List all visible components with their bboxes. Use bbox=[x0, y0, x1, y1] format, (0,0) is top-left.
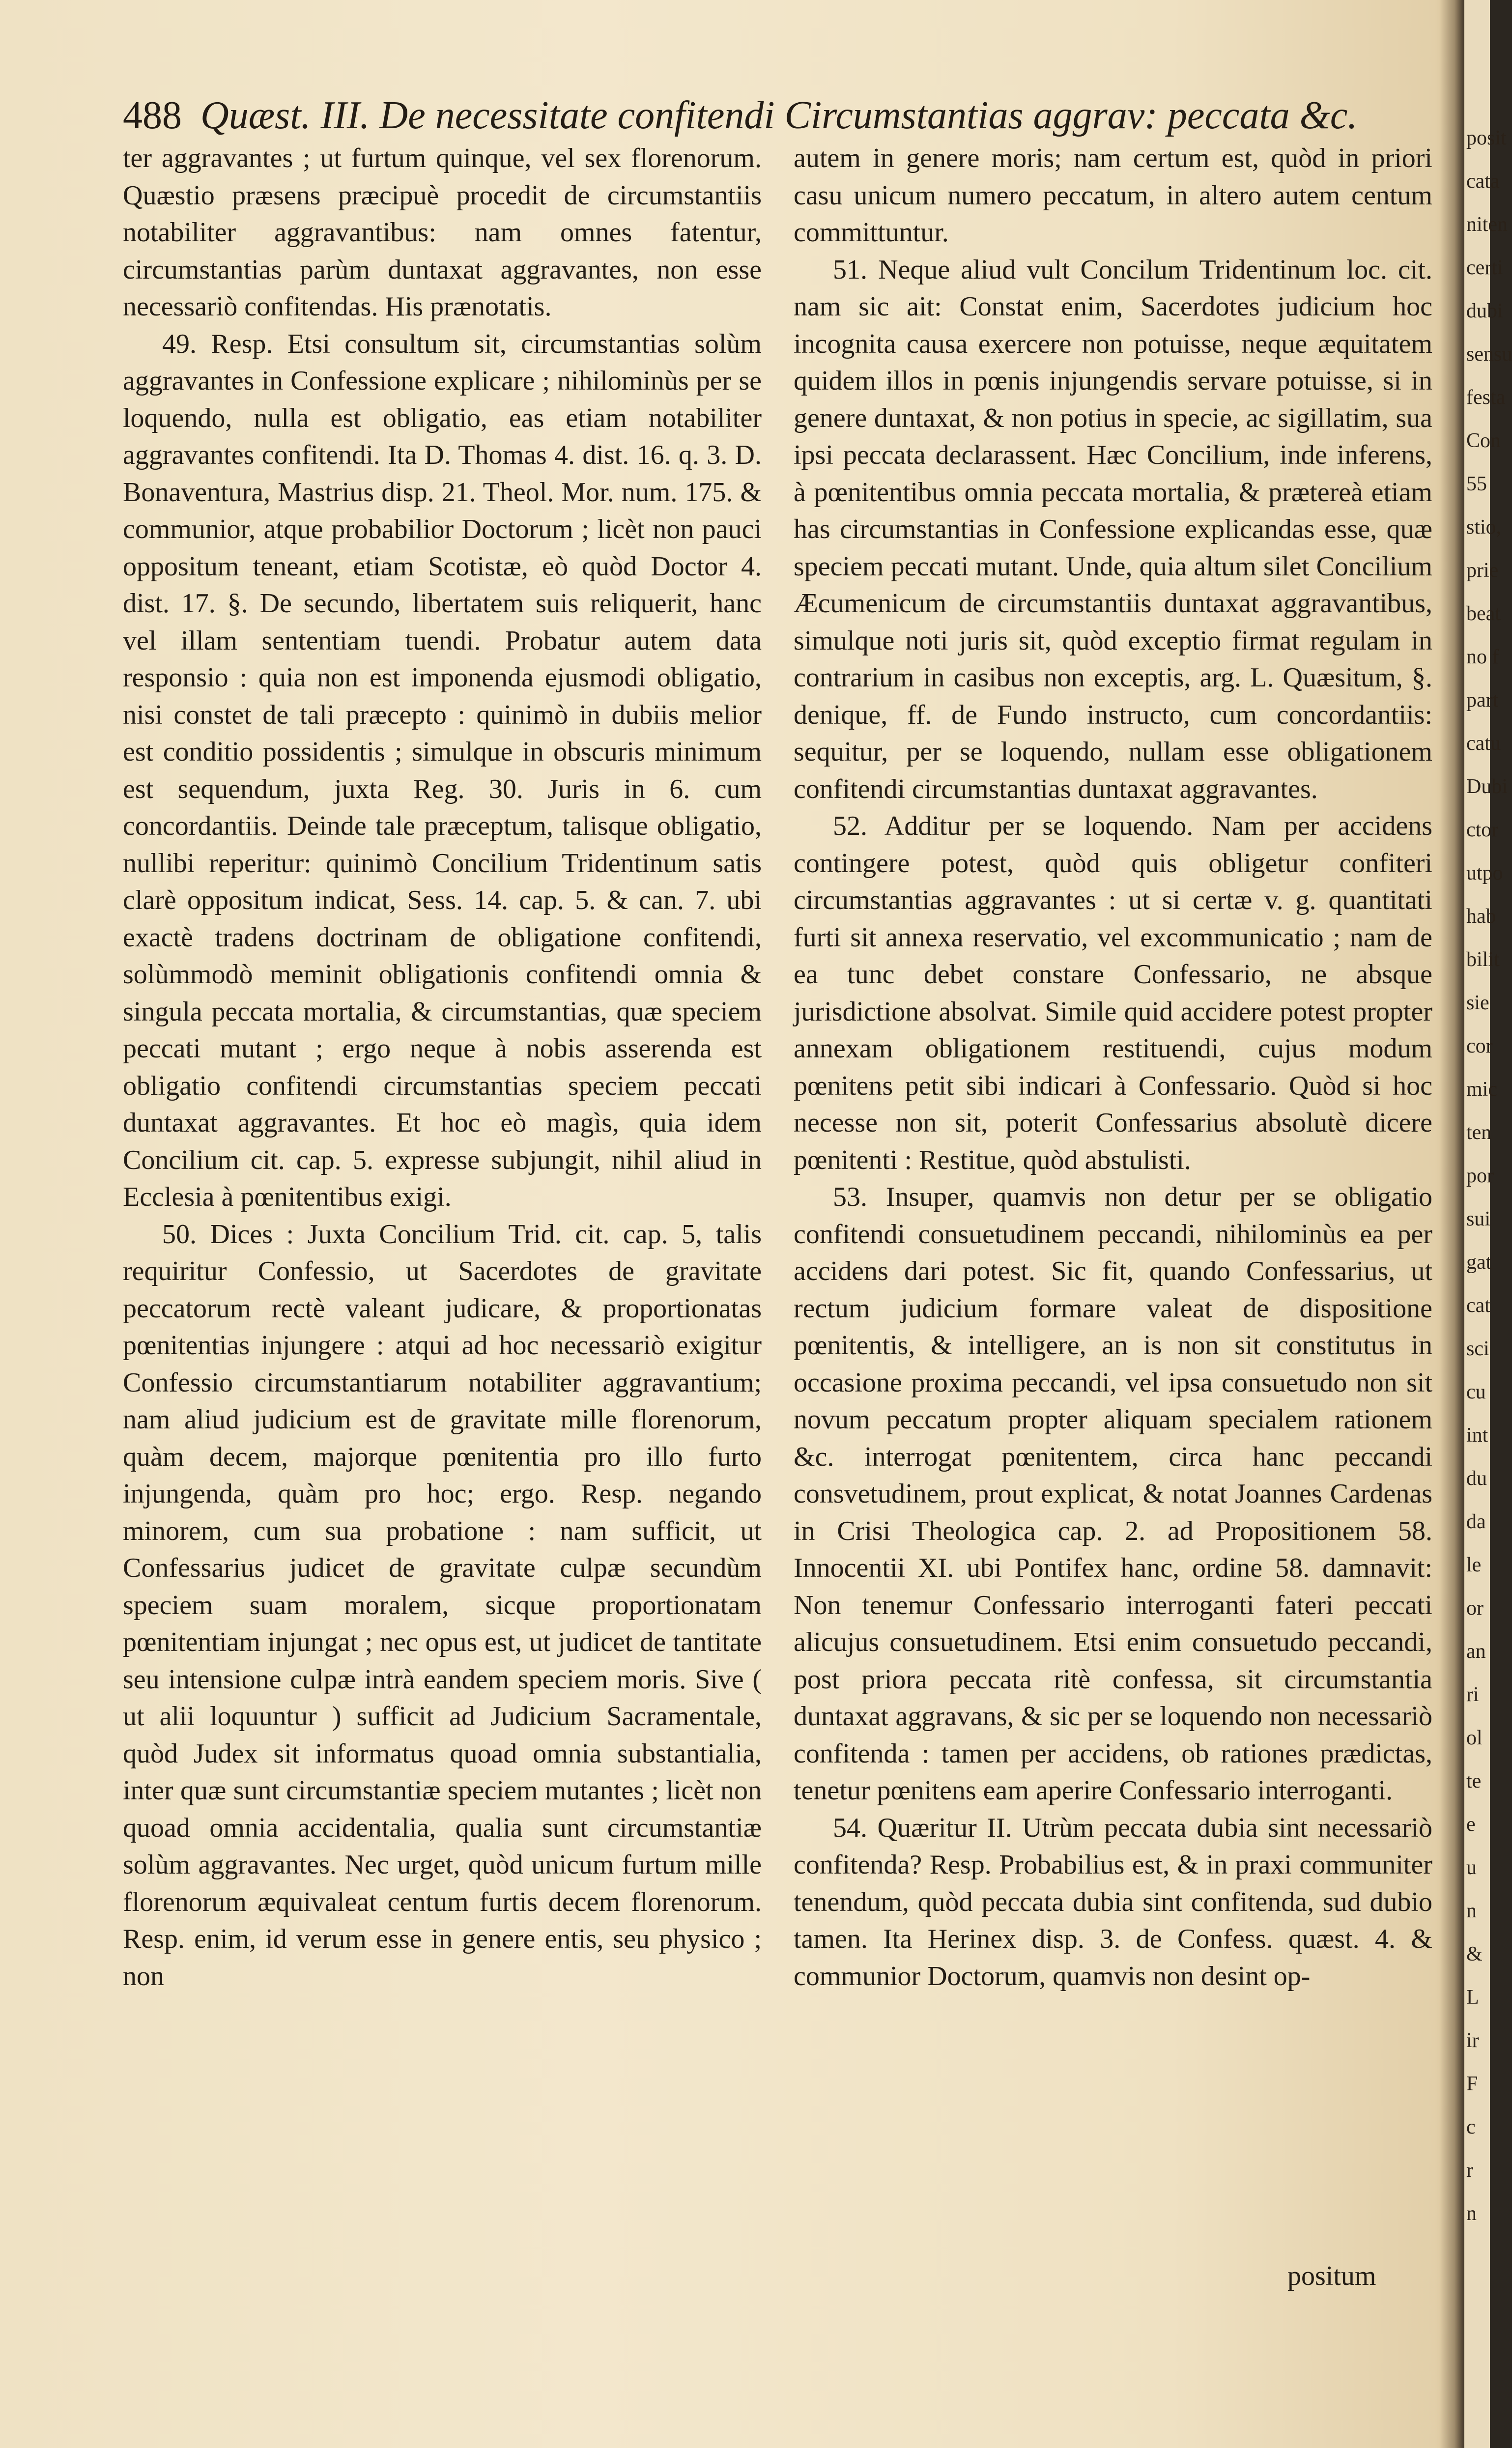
adjacent-page-fragment: c bbox=[1466, 2116, 1476, 2138]
adjacent-page-fragment: da bbox=[1466, 1510, 1486, 1533]
adjacent-page-fragment: u bbox=[1466, 1856, 1477, 1879]
adjacent-page-fragment: ten bbox=[1466, 1121, 1492, 1144]
adjacent-page-fragment: catu bbox=[1466, 732, 1501, 755]
adjacent-page-fragment: F bbox=[1466, 2073, 1478, 2095]
adjacent-page-fragment: sci bbox=[1466, 1338, 1489, 1360]
adjacent-page-fragment: hab bbox=[1466, 905, 1496, 928]
paragraph-52: 52. Additur per se loquendo. Nam per accidens contingere potest, quòd quis obligetur confiteri circumstantias aggravantes : ut si certæ v. g. quantitati furti sit annexa reservatio, vel excommunicatio ; nam de ea tunc debet constare Confessario, ne absque jurisdictione absolvat. Simile quid accidere potest propter annexam obligationem restituendi, cujus modum pœnitens petit sibi indicari à Confessario. Quòd si hoc necesse non sit, poterit Confessarius absolutè dicere pœnitenti : Restitue, quòd abstulisti. bbox=[794, 811, 1432, 1175]
adjacent-page-fragment: ri bbox=[1466, 1683, 1479, 1706]
adjacent-page-fragment: Con bbox=[1466, 429, 1501, 452]
paragraph-53: 53. Insuper, quamvis non detur per se obligatio confitendi consuetudinem peccandi, nihilominùs ea per accidens dari potest. Sic fit, quando Confessarius, ut rectum judicium formare valeat de dispositione pœnitentis, & intelligere, an is non sit constitutus in occasione proxima peccandi, vel ipsa consuetudo non sit novum peccatum propter aliquam specialem rationem &c. interrogat pœnitentem, circa hanc peccandi consvetudinem, prout explicat, & notat Joannes Cardenas in Crisi Theologica cap. 2. ad Propositionem 58. Innocentii XI. ubi Pontifex hanc, ordine 58. damnavit: Non tenemur Confessario interroganti fateri peccati alicujus consuetudinem. Etsi enim consuetudo peccandi, post priora peccata ritè confessa, sit circumstantia duntaxat aggravans, & sic per se loquendo non necessariò confitenda : tamen per accidens, ob rationes prædictas, tenetur pœnitens eam aperire Confessario interroganti. bbox=[794, 1182, 1432, 1806]
paragraph-51: 51. Neque aliud vult Concilum Tridentinum loc. cit. nam sic ait: Constat enim, Sacerdotes judicium hoc incognita causa exercere non potuisse, neque æquitatem quidem illos in pœnis injungendis servare potuisse, si in genere duntaxat, & non potius in specie, ac sigillatim, sua ipsi peccata declarassent. Hæc Concilium, inde inferens, à pœnitentibus omnia peccata mortalia, & prætereà etiam has circumstantias in Confessione explicandas esse, quæ speciem peccati mutant. Unde, quia altum silet Concilium Æcumenicum de circumstantiis duntaxat aggravantibus, simulque noti juris sit, quòd exceptio firmat regulam in contrarium in casibus non exceptis, arg. L. Quæsitum, §. denique, ff. de Fundo instructo, cum concordantiis: sequitur, per se loquendo, nullam esse obligationem confitendi circumstantias duntaxat aggravantes. bbox=[794, 254, 1432, 804]
adjacent-page-fragment: por bbox=[1466, 1165, 1494, 1187]
page-header bbox=[123, 86, 1420, 145]
adjacent-page-fragment: cu bbox=[1466, 1381, 1486, 1403]
adjacent-page-fragment: & bbox=[1466, 1943, 1483, 1965]
adjacent-page-fragment: le bbox=[1466, 1554, 1482, 1576]
adjacent-page-fragment: n bbox=[1466, 1900, 1477, 1922]
adjacent-page-fragment: du bbox=[1466, 1467, 1487, 1490]
paragraph: autem in genere moris; nam certum est, quòd in priori casu unicum numero peccatum, in altero autem centum committuntur. bbox=[794, 143, 1432, 248]
adjacent-page-fragment: or bbox=[1466, 1597, 1483, 1620]
adjacent-page-fragment: niten bbox=[1466, 213, 1508, 236]
right-column bbox=[794, 140, 1432, 1995]
adjacent-page-fragment: certi bbox=[1466, 256, 1503, 279]
adjacent-page-fragment: dubi bbox=[1466, 300, 1503, 322]
adjacent-page-fragment: 55 bbox=[1466, 473, 1487, 495]
left-column bbox=[123, 140, 762, 1995]
adjacent-page-fragment: int bbox=[1466, 1424, 1488, 1447]
adjacent-page-fragment: utpo bbox=[1466, 862, 1503, 884]
adjacent-page-fragment: L bbox=[1466, 1986, 1479, 2009]
adjacent-page-fragment: ctor bbox=[1466, 819, 1499, 841]
adjacent-page-fragment: n bbox=[1466, 2202, 1477, 2225]
adjacent-page-fragment: r bbox=[1466, 2159, 1473, 2182]
adjacent-page-fragment: prie bbox=[1466, 559, 1499, 582]
binding-gutter bbox=[1440, 0, 1464, 2448]
adjacent-page-fragment: an bbox=[1466, 1640, 1486, 1663]
adjacent-page-fragment: cata bbox=[1466, 170, 1500, 193]
adjacent-page-fragment: te bbox=[1466, 1770, 1482, 1793]
adjacent-page-fragment: ir bbox=[1466, 2029, 1479, 2052]
adjacent-page-fragment: posit bbox=[1466, 127, 1507, 149]
running-title: Quæst. III. De necessitate confitendi Circumstantias aggrav: peccata &c. bbox=[200, 94, 1358, 137]
adjacent-page-fragment: ol bbox=[1466, 1727, 1483, 1749]
paragraph-54: 54. Quæritur II. Utrùm peccata dubia sint necessariò confitenda? Resp. Probabilius est, & in praxi communiter tenendum, quòd peccata dubia sint confitenda, sud dubio tamen. Ita Herinex disp. 3. de Confess. quæst. 4. & communior Doctorum, quamvis non desint op- bbox=[794, 1812, 1432, 1992]
adjacent-page-fragment: mic bbox=[1466, 1078, 1497, 1101]
adjacent-page-fragment: cor bbox=[1466, 1035, 1493, 1057]
adjacent-page-fragment: sui bbox=[1466, 1208, 1491, 1230]
adjacent-page-fragment: e bbox=[1466, 1813, 1476, 1836]
adjacent-page-fragment: stio, bbox=[1466, 516, 1502, 539]
adjacent-page-fragment: gat bbox=[1466, 1251, 1492, 1274]
adjacent-page-fragment: no f bbox=[1466, 646, 1499, 668]
adjacent-page-fragment: beat bbox=[1466, 602, 1501, 625]
adjacent-page-fragment: sensu bbox=[1466, 343, 1512, 366]
adjacent-page-edge bbox=[1464, 0, 1512, 2448]
adjacent-page-fragment: Dubi bbox=[1466, 775, 1508, 798]
adjacent-page-fragment: cat bbox=[1466, 1294, 1490, 1317]
adjacent-page-fragment: bilit bbox=[1466, 948, 1500, 971]
adjacent-page-fragment: festa bbox=[1466, 386, 1506, 409]
paragraph-49: 49. Resp. Etsi consultum sit, circumstantias solùm aggravantes in Confessione explicare ; nihilominùs per se loquendo, nulla est obligatio, eas etiam notabiliter aggravantes confitendi. Ita D. Thomas 4. dist. 16. q. 3. D. Bonaventura, Mastrius disp. 21. Theol. Mor. num. 175. & communior, atque probabilior Doctorum ; licèt non pauci oppositum teneant, etiam Scotistæ, eò quòd Doctor 4. dist. 17. §. De secundo, libertatem suis reliquerit, hanc vel illam sententiam tuendi. Probatur autem data responsio : quia non est imponenda ejusmodi obligatio, nisi constet de tali præcepto : quinimò in dubiis melior est conditio possidentis ; simulque in obscuris minimum est sequendum, juxta Reg. 30. Juris in 6. cum concordantiis. Deinde tale præceptum, talisque obligatio, nullibi reperitur: quinimò Concilium Tridentinum satis clarè oppositum indicat, Sess. 14. cap. 5. & can. 7. ubi exactè tradens doctrinam de obligatione confitendi, solùmmodò meminit obligationis confitendi omnia & singula peccata mortalia, & circumstantias, quæ speciem peccati mutant ; ergo neque à nobis asserenda est obligatio confitendi circumstantias speciem peccati duntaxat aggravantes. Et hoc eò magìs, quia idem Concilium cit. cap. 5. expresse subjungit, nihil aliud in Ecclesia à pœnitentibus exigi. bbox=[123, 328, 762, 1212]
catchword: positum bbox=[1287, 2261, 1376, 2291]
page-number: 488 bbox=[123, 94, 182, 137]
paragraph-50: 50. Dices : Juxta Concilium Trid. cit. cap. 5, talis requiritur Confessio, ut Sacerdotes de gravitate peccatorum rectè valeant judicare, & proportionatas pœnitentias injungere : atqui ad hoc necessariò exigitur Confessio circumstantiarum notabiliter aggravantium; nam aliud judicium est de gravitate mille florenorum, quàm decem, majorque pœnitentia pro illo furto injungenda, quàm pro hoc; ergo. Resp. negando minorem, cum sua probatione : nam sufficit, ut Confessarius judicet de gravitate culpæ secundùm speciem suam moralem, sicque proportionatam pœnitentiam injungat ; nec opus est, ut judicet de tantitate seu intensione culpæ intrà eandem speciem moris. Sive ( ut alii loquuntur ) sufficit ad Judicium Sacramentale, quòd Judex sit informatus quoad omnia substantialia, inter quæ sunt circumstantiæ speciem mutantes ; licèt non quoad omnia accidentalia, qualia sunt circumstantiæ solùm aggravantes. Nec urget, quòd unicum furtum mille florenorum æquivaleat centum furtis decem florenorum. Resp. enim, id verum esse in genere entis, seu physico ; non bbox=[123, 1219, 762, 1992]
paragraph: ter aggravantes ; ut furtum quinque, vel sex florenorum. Quæstio præsens præcipuè procedit de circumstantiis notabiliter aggravantibus: nam omnes fatentur, circumstantias parùm duntaxat aggravantes, non esse necessariò confitendas. His prænotatis. bbox=[123, 143, 762, 322]
adjacent-page-fragment: part bbox=[1466, 689, 1499, 712]
adjacent-page-fragment: sie bbox=[1466, 992, 1489, 1014]
